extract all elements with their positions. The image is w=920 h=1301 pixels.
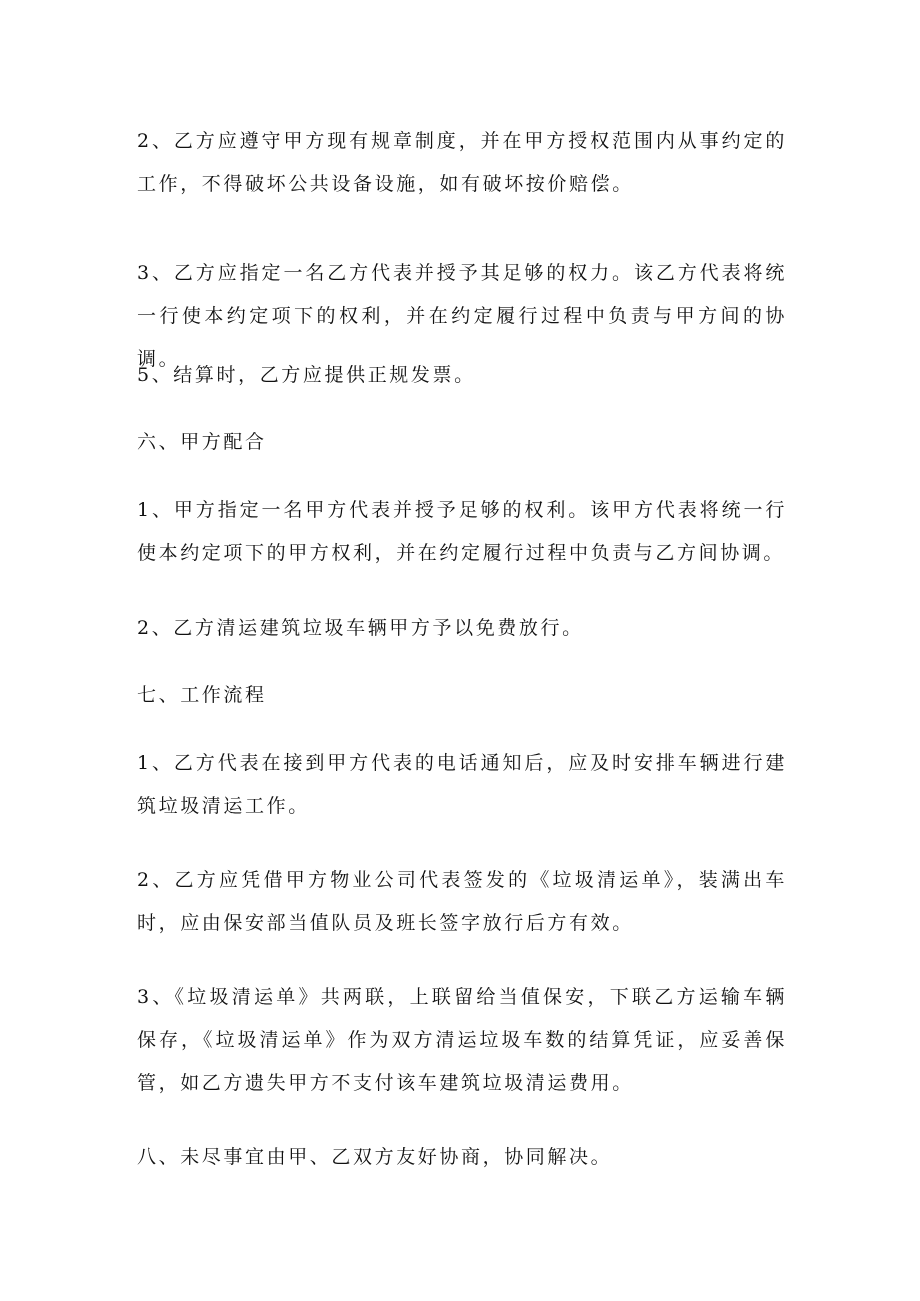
- section-six-clause-2: 2、乙方清运建筑垃圾车辆甲方予以免费放行。: [137, 617, 584, 639]
- section-heading-seven: 七、工作流程: [137, 684, 267, 706]
- section-seven-clause-1: 1、乙方代表在接到甲方代表的电话通知后，应及时安排车辆进行建筑垃圾清运工作。: [137, 752, 787, 817]
- section-heading-six: 六、甲方配合: [137, 431, 267, 453]
- clause-2-rules-compliance: 2、乙方应遵守甲方现有规章制度，并在甲方授权范围内从事约定的工作，不得破坏公共设备设施，如有破坏按价赔偿。: [137, 130, 787, 195]
- section-seven-clause-2: 2、乙方应凭借甲方物业公司代表签发的《垃圾清运单》，装满出车时，应由保安部当值队员及班长签字放行后方有效。: [137, 869, 787, 934]
- clause-3-representative: 3、乙方应指定一名乙方代表并授予其足够的权力。该乙方代表将统一行使本约定项下的权利，并在约定履行过程中负责与甲方间的协调。: [137, 262, 787, 370]
- section-seven-clause-3: 3、《垃圾清运单》共两联，上联留给当值保安，下联乙方运输车辆保存，《垃圾清运单》作为双方清运垃圾车数的结算凭证，应妥善保管，如乙方遗失甲方不支付该车建筑垃圾清运费用。: [137, 986, 787, 1094]
- clause-5-invoice: 5、结算时，乙方应提供正规发票。: [137, 364, 476, 386]
- section-heading-eight: 八、未尽事宜由甲、乙双方友好协商，协同解决。: [137, 1146, 613, 1168]
- section-six-clause-1: 1、甲方指定一名甲方代表并授予足够的权利。该甲方代表将统一行使本约定项下的甲方权利，并在约定履行过程中负责与乙方间协调。: [137, 499, 787, 564]
